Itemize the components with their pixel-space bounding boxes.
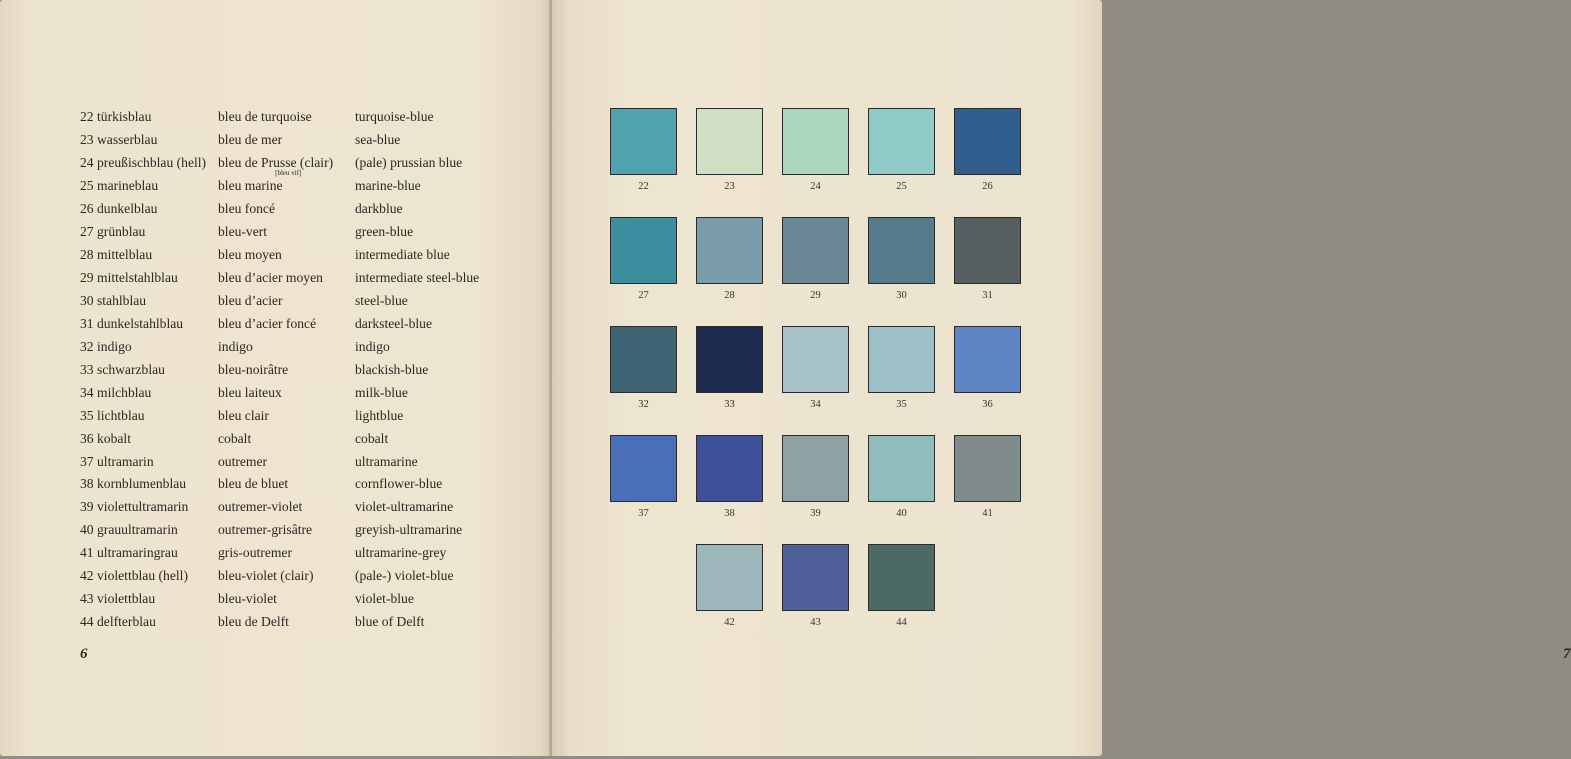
- swatch-number: 24: [810, 181, 821, 192]
- term-english: [355, 381, 515, 404]
- term-german: [80, 312, 218, 335]
- page-number-right: 7: [1563, 646, 1571, 662]
- term-german: [80, 565, 218, 588]
- term-french-text: bleu de mer: [218, 132, 283, 148]
- swatch-number: 37: [638, 508, 649, 519]
- term-english-text: lightblue: [355, 407, 404, 423]
- swatch-number: 33: [724, 399, 735, 410]
- term-german-text: 24 preußischblau (hell): [80, 155, 207, 171]
- term-english: [355, 290, 515, 313]
- term-english-text: green-blue: [355, 224, 414, 240]
- term-english-text: violet-ultramarine: [355, 499, 454, 515]
- swatch-number: 41: [982, 508, 993, 519]
- term-french-text: bleu laiteux: [218, 384, 282, 400]
- term-german: [80, 129, 218, 152]
- term-english: [355, 129, 515, 152]
- color-swatch: [610, 108, 677, 175]
- term-french: [218, 335, 355, 358]
- term-row: [80, 290, 515, 313]
- term-english: [355, 565, 515, 588]
- term-english: [355, 588, 515, 611]
- term-french-text: bleu d’acier: [218, 292, 283, 308]
- color-swatch: [696, 108, 763, 175]
- term-english: [355, 312, 515, 335]
- page-number-left: 6: [80, 646, 88, 662]
- term-french: [218, 565, 355, 588]
- term-english: [355, 427, 515, 450]
- color-swatch: [696, 435, 763, 502]
- color-swatch: [610, 435, 677, 502]
- swatch-number: 40: [896, 508, 907, 519]
- swatch-number: 26: [982, 181, 993, 192]
- term-german-text: 39 violettultramarin: [80, 499, 189, 515]
- term-row: [80, 542, 515, 565]
- term-english-text: violet-blue: [355, 591, 414, 607]
- term-german: [80, 381, 218, 404]
- term-row: [80, 175, 515, 198]
- term-french: [218, 358, 355, 381]
- term-french: [218, 450, 355, 473]
- term-french: [218, 312, 355, 335]
- term-english: [355, 221, 515, 244]
- term-german: [80, 473, 218, 496]
- term-row: [80, 267, 515, 290]
- term-english-text: marine-blue: [355, 178, 421, 194]
- term-french-text: bleu-violet: [218, 591, 277, 607]
- term-french: [218, 290, 355, 313]
- term-english-text: ultramarine: [355, 453, 418, 469]
- swatch-number: 31: [982, 290, 993, 301]
- term-english: [355, 267, 515, 290]
- term-row: [80, 244, 515, 267]
- term-english-text: intermediate steel-blue: [355, 270, 480, 286]
- term-french: bleu de Prusse (clair)[bleu vif]: [218, 155, 334, 178]
- term-french: [218, 106, 355, 129]
- term-french-text: bleu-vert: [218, 224, 268, 240]
- term-german: [80, 588, 218, 611]
- term-german-text: 30 stahlblau: [80, 292, 147, 308]
- term-german-text: 38 kornblumenblau: [80, 476, 187, 492]
- term-french: [218, 267, 355, 290]
- term-french: [218, 496, 355, 519]
- term-german: [80, 427, 218, 450]
- term-row: [80, 519, 515, 542]
- term-french-text: bleu-violet (clair): [218, 568, 314, 584]
- term-german: [80, 611, 218, 634]
- swatch-number: 22: [638, 181, 649, 192]
- term-german: [80, 244, 218, 267]
- term-english: [355, 198, 515, 221]
- term-french-text: outremer-violet: [218, 499, 303, 515]
- term-english-text: darkblue: [355, 201, 403, 217]
- term-french-text: gris-outremer: [218, 545, 292, 561]
- color-swatch: [782, 435, 849, 502]
- term-german-text: 43 violettblau: [80, 591, 156, 607]
- term-english: [355, 496, 515, 519]
- term-english: [355, 404, 515, 427]
- term-french: [218, 519, 355, 542]
- color-swatch: [782, 217, 849, 284]
- swatch-number: 43: [810, 617, 821, 628]
- term-row: [80, 427, 515, 450]
- term-french-text: bleu-noirâtre: [218, 361, 289, 377]
- term-row: [80, 198, 515, 221]
- term-french: [218, 129, 355, 152]
- term-french-text: bleu de Delft: [218, 614, 289, 630]
- term-french-text: cobalt: [218, 430, 252, 446]
- term-row: [80, 221, 515, 244]
- color-swatch: [868, 108, 935, 175]
- term-english-text: ultramarine-grey: [355, 545, 447, 561]
- term-german-text: 42 violettblau (hell): [80, 568, 188, 584]
- term-german-text: 26 dunkelblau: [80, 201, 158, 217]
- swatch-number: 36: [982, 399, 993, 410]
- term-row: [80, 312, 515, 335]
- term-french: [218, 381, 355, 404]
- term-french: [218, 427, 355, 450]
- term-german: [80, 267, 218, 290]
- swatch-number: 28: [724, 290, 735, 301]
- term-german: [80, 519, 218, 542]
- term-english: [355, 450, 515, 473]
- right-page: [552, 0, 1571, 756]
- term-german-text: 22 türkisblau: [80, 109, 152, 125]
- term-german-text: 27 grünblau: [80, 224, 146, 240]
- term-french: [218, 611, 355, 634]
- term-french-text: bleu foncé: [218, 201, 275, 217]
- term-english: [355, 473, 515, 496]
- term-french: [218, 542, 355, 565]
- term-english: [355, 175, 515, 198]
- term-english-text: cornflower-blue: [355, 476, 443, 492]
- term-french: [218, 198, 355, 221]
- term-german-text: 34 milchblau: [80, 384, 152, 400]
- term-row: [80, 565, 515, 588]
- term-french: [218, 588, 355, 611]
- term-french: [218, 221, 355, 244]
- color-swatch: [782, 326, 849, 393]
- swatch-number: 44: [896, 617, 907, 628]
- swatch-number: 35: [896, 399, 907, 410]
- term-english-text: steel-blue: [355, 292, 408, 308]
- color-swatch: [868, 435, 935, 502]
- term-row: [80, 588, 515, 611]
- term-german: [80, 221, 218, 244]
- term-english-text: (pale-) violet-blue: [355, 568, 454, 584]
- term-french: [218, 175, 355, 198]
- term-english: [355, 106, 515, 129]
- color-term-rows: [80, 106, 515, 634]
- term-german-text: 40 grauultramarin: [80, 522, 178, 538]
- term-french-text: bleu clair: [218, 407, 269, 423]
- term-french: [218, 404, 355, 427]
- color-swatch: [868, 326, 935, 393]
- term-french-text: bleu d’acier foncé: [218, 315, 317, 331]
- color-swatch: [868, 544, 935, 611]
- swatch-number: 27: [638, 290, 649, 301]
- term-english-text: sea-blue: [355, 132, 401, 148]
- swatch-number: 32: [638, 399, 649, 410]
- term-english-text: blackish-blue: [355, 361, 429, 377]
- term-row: [80, 473, 515, 496]
- term-german-text: 37 ultramarin: [80, 453, 154, 469]
- color-term-table: [80, 106, 515, 634]
- color-swatch: [782, 108, 849, 175]
- term-french: [218, 244, 355, 267]
- term-german-text: 29 mittelstahlblau: [80, 270, 178, 286]
- term-french-text: bleu de bluet: [218, 476, 289, 492]
- color-swatch: [954, 108, 1021, 175]
- term-german-text: 31 dunkelstahlblau: [80, 315, 184, 331]
- term-row: [80, 129, 515, 152]
- term-english-text: turquoise-blue: [355, 109, 434, 125]
- term-french: [218, 473, 355, 496]
- term-german: [80, 335, 218, 358]
- color-swatch: [696, 326, 763, 393]
- term-german: [80, 106, 218, 129]
- term-english: [355, 152, 515, 175]
- color-swatch: [696, 217, 763, 284]
- term-english-text: intermediate blue: [355, 247, 450, 263]
- term-row: [80, 404, 515, 427]
- term-german-text: 23 wasserblau: [80, 132, 158, 148]
- term-german: [80, 198, 218, 221]
- term-german-text: 32 indigo: [80, 338, 132, 354]
- color-swatch: [610, 326, 677, 393]
- term-english-text: indigo: [355, 338, 390, 354]
- term-german: [80, 358, 218, 381]
- term-french-text: outremer-grisâtre: [218, 522, 313, 538]
- term-french-text: bleu de Prusse (clair): [218, 155, 334, 171]
- swatch-number: 39: [810, 508, 821, 519]
- term-row: [80, 611, 515, 634]
- term-french-text: bleu moyen: [218, 247, 282, 263]
- term-french-text: indigo: [218, 338, 253, 354]
- term-english: [355, 335, 515, 358]
- term-row: [80, 496, 515, 519]
- term-row: [80, 106, 515, 129]
- term-german: [80, 152, 218, 175]
- term-german-text: 33 schwarzblau: [80, 361, 165, 377]
- term-row: [80, 381, 515, 404]
- color-swatch: [954, 326, 1021, 393]
- term-english: [355, 244, 515, 267]
- term-german: [80, 175, 218, 198]
- term-english-text: greyish-ultramarine: [355, 522, 463, 538]
- swatch-number: 25: [896, 181, 907, 192]
- term-english-text: (pale) prussian blue: [355, 155, 463, 171]
- term-german-text: 41 ultramaringrau: [80, 545, 178, 561]
- term-german-text: 44 delfterblau: [80, 614, 156, 630]
- swatch-number: 34: [810, 399, 821, 410]
- term-row: [80, 152, 515, 175]
- term-german: [80, 404, 218, 427]
- term-french-text: bleu de turquoise: [218, 109, 312, 125]
- color-swatch: [868, 217, 935, 284]
- swatch-number: 29: [810, 290, 821, 301]
- term-english-text: blue of Delft: [355, 614, 425, 630]
- term-german: [80, 496, 218, 519]
- term-german: [80, 450, 218, 473]
- term-english: [355, 519, 515, 542]
- term-german-text: 28 mittelblau: [80, 247, 153, 263]
- swatch-number: 42: [724, 617, 735, 628]
- term-row: [80, 450, 515, 473]
- term-german: [80, 290, 218, 313]
- term-row: [80, 358, 515, 381]
- swatch-number: 23: [724, 181, 735, 192]
- color-swatch: [954, 217, 1021, 284]
- term-english: [355, 542, 515, 565]
- color-swatch: [696, 544, 763, 611]
- term-german: [80, 542, 218, 565]
- term-row: [80, 335, 515, 358]
- swatch-number: 30: [896, 290, 907, 301]
- term-english-text: milk-blue: [355, 384, 408, 400]
- color-swatch: [782, 544, 849, 611]
- term-english-text: cobalt: [355, 430, 389, 446]
- term-german-text: 35 lichtblau: [80, 407, 145, 423]
- term-german-text: 36 kobalt: [80, 430, 131, 446]
- color-swatch: [610, 217, 677, 284]
- term-english-text: darksteel-blue: [355, 315, 432, 331]
- term-english: [355, 611, 515, 634]
- color-swatch: [954, 435, 1021, 502]
- term-english: [355, 358, 515, 381]
- term-french-text: bleu marine: [218, 178, 283, 194]
- term-german-text: 25 marineblau: [80, 178, 159, 194]
- term-french-text: outremer: [218, 453, 268, 469]
- left-page: [0, 0, 552, 756]
- swatch-number: 38: [724, 508, 735, 519]
- term-french-text: bleu d’acier moyen: [218, 270, 323, 286]
